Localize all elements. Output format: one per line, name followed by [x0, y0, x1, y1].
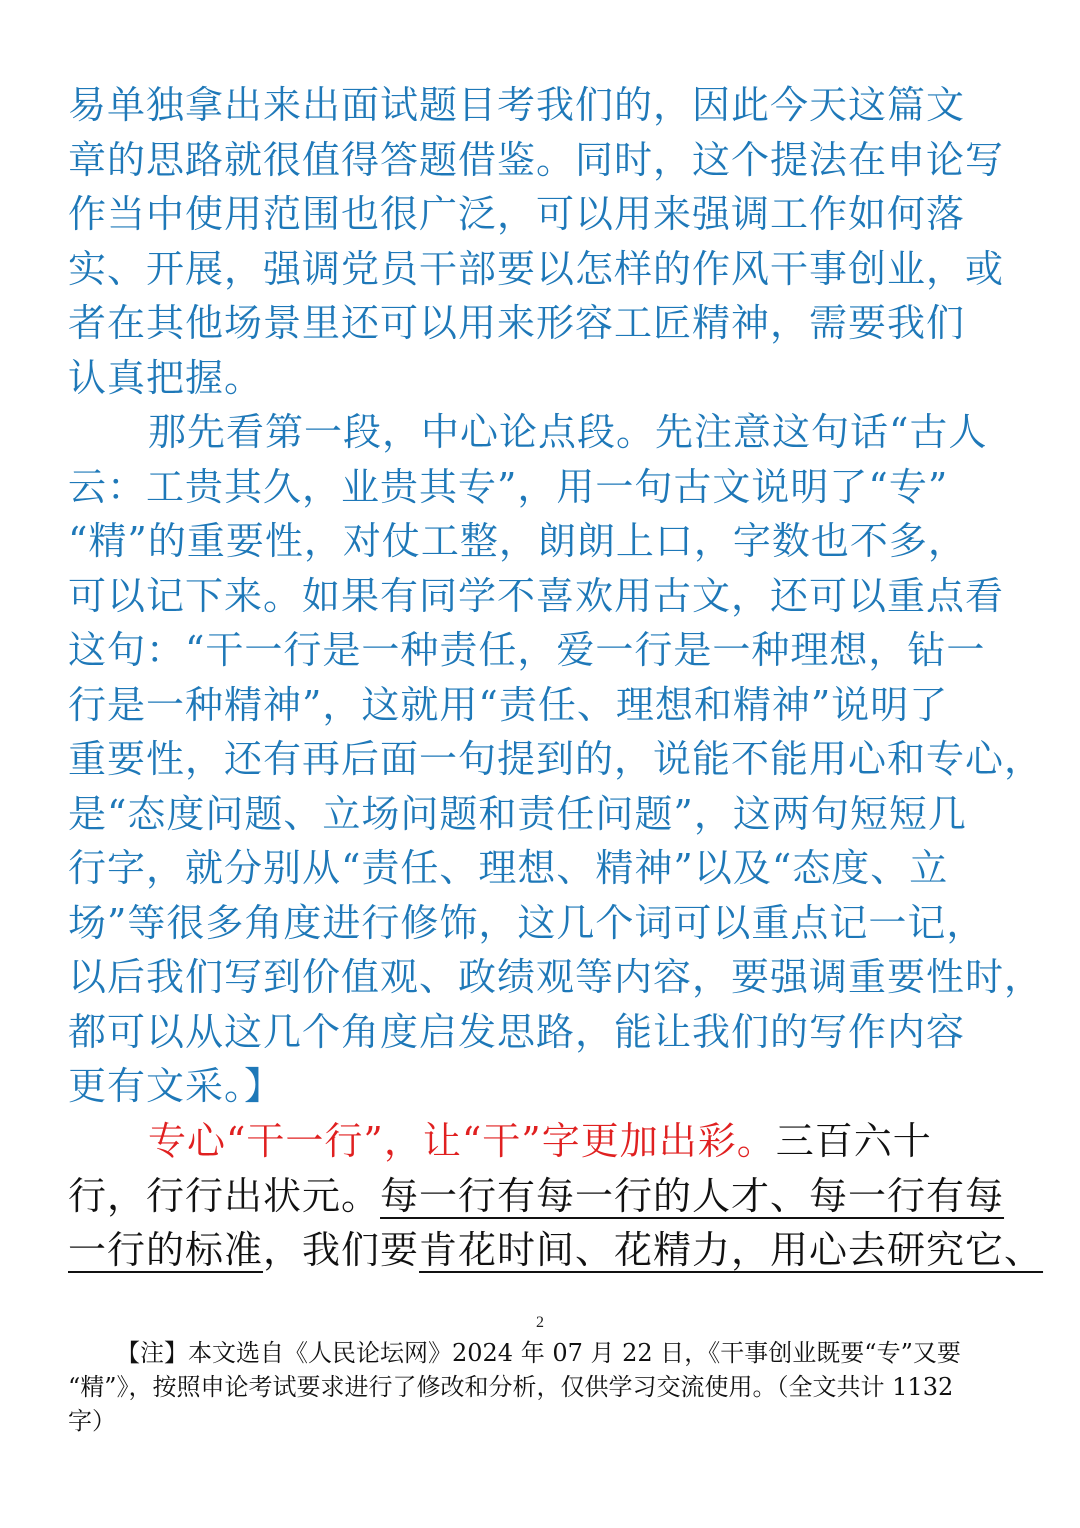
underlined-text: 一行的标准: [68, 1228, 264, 1272]
underlined-text: 每一行有每一行的人才、每一行有每: [380, 1173, 1005, 1218]
body-text: 行，行行出状元。: [68, 1173, 381, 1218]
commentary-line: 行字，就分别从“责任、理想、精神”以及“态度、立: [68, 846, 949, 890]
commentary-line: 那先看第一段，中心论点段。先注意这句话“古人: [148, 410, 988, 454]
main-paragraph-line: [68, 1114, 1018, 1169]
red-heading: 专心“干一行”，让“干”字更加出彩。: [148, 1119, 776, 1163]
commentary-line: 作当中使用范围也很广泛，可以用来强调工作如何落: [68, 192, 966, 236]
commentary-line: 都可以从这几个角度启发思路，能让我们的写作内容: [68, 1009, 966, 1054]
commentary-line: 者在其他场景里还可以用来形容工匠精神，需要我们: [68, 301, 966, 345]
commentary-line: 场”等很多角度进行修饰，这几个词可以重点记一记，: [68, 900, 986, 945]
note-line: 【注】本文选自《人民论坛网》2024 年 07 月 22 日，《干事创业既要“专”又要: [116, 1339, 961, 1367]
commentary-block: [68, 78, 1044, 1114]
commentary-line: 更有文采。】: [68, 1064, 284, 1108]
note-line: “精”》，按照申论考试要求进行了修改和分析，仅供学习交流使用。（全文共计 1132: [68, 1373, 954, 1401]
source-note: [68, 1336, 1018, 1438]
note-line: 字）: [68, 1407, 116, 1435]
commentary-line: 行是一种精神”，这就用“责任、理想和精神”说明了: [68, 682, 949, 727]
main-paragraph-line: [68, 1223, 1044, 1278]
commentary-line: 章的思路就很值得答题借鉴。同时，这个提法在申论写: [68, 137, 1005, 182]
commentary-line: 是“态度问题、立场问题和责任问题”，这两句短短几: [68, 791, 967, 836]
commentary-line: 重要性，还有再后面一句提到的，说能不能用心和专心，: [68, 737, 1044, 781]
commentary-line: 云：工贵其久，业贵其专”，用一句古文说明了“专”: [68, 464, 949, 509]
body-text: ，我们要: [263, 1228, 420, 1272]
underlined-text: 肯花时间、花精力，用心去研究它、: [419, 1228, 1044, 1272]
commentary-line: 认真把握。: [68, 355, 264, 400]
commentary-line: 以后我们写到价值观、政绩观等内容，要强调重要性时，: [68, 955, 1044, 999]
main-paragraph: [68, 1114, 1044, 1278]
commentary-line: 这句：“干一行是一种责任，爱一行是一种理想，钻一: [68, 628, 986, 672]
body-text: 三百六十: [775, 1119, 932, 1163]
commentary-line: 可以记下来。如果有同学不喜欢用古文，还可以重点看: [68, 573, 1005, 618]
main-paragraph-line: [68, 1169, 1018, 1224]
commentary-line: 实、开展，强调党员干部要以怎样的作风干事创业，或: [68, 246, 1005, 291]
commentary-line: “精”的重要性，对仗工整，朗朗上口，字数也不多，: [68, 519, 967, 563]
page-number: 2: [536, 1314, 544, 1331]
commentary-line: 易单独拿出来出面试题目考我们的，因此今天这篇文: [68, 83, 966, 127]
